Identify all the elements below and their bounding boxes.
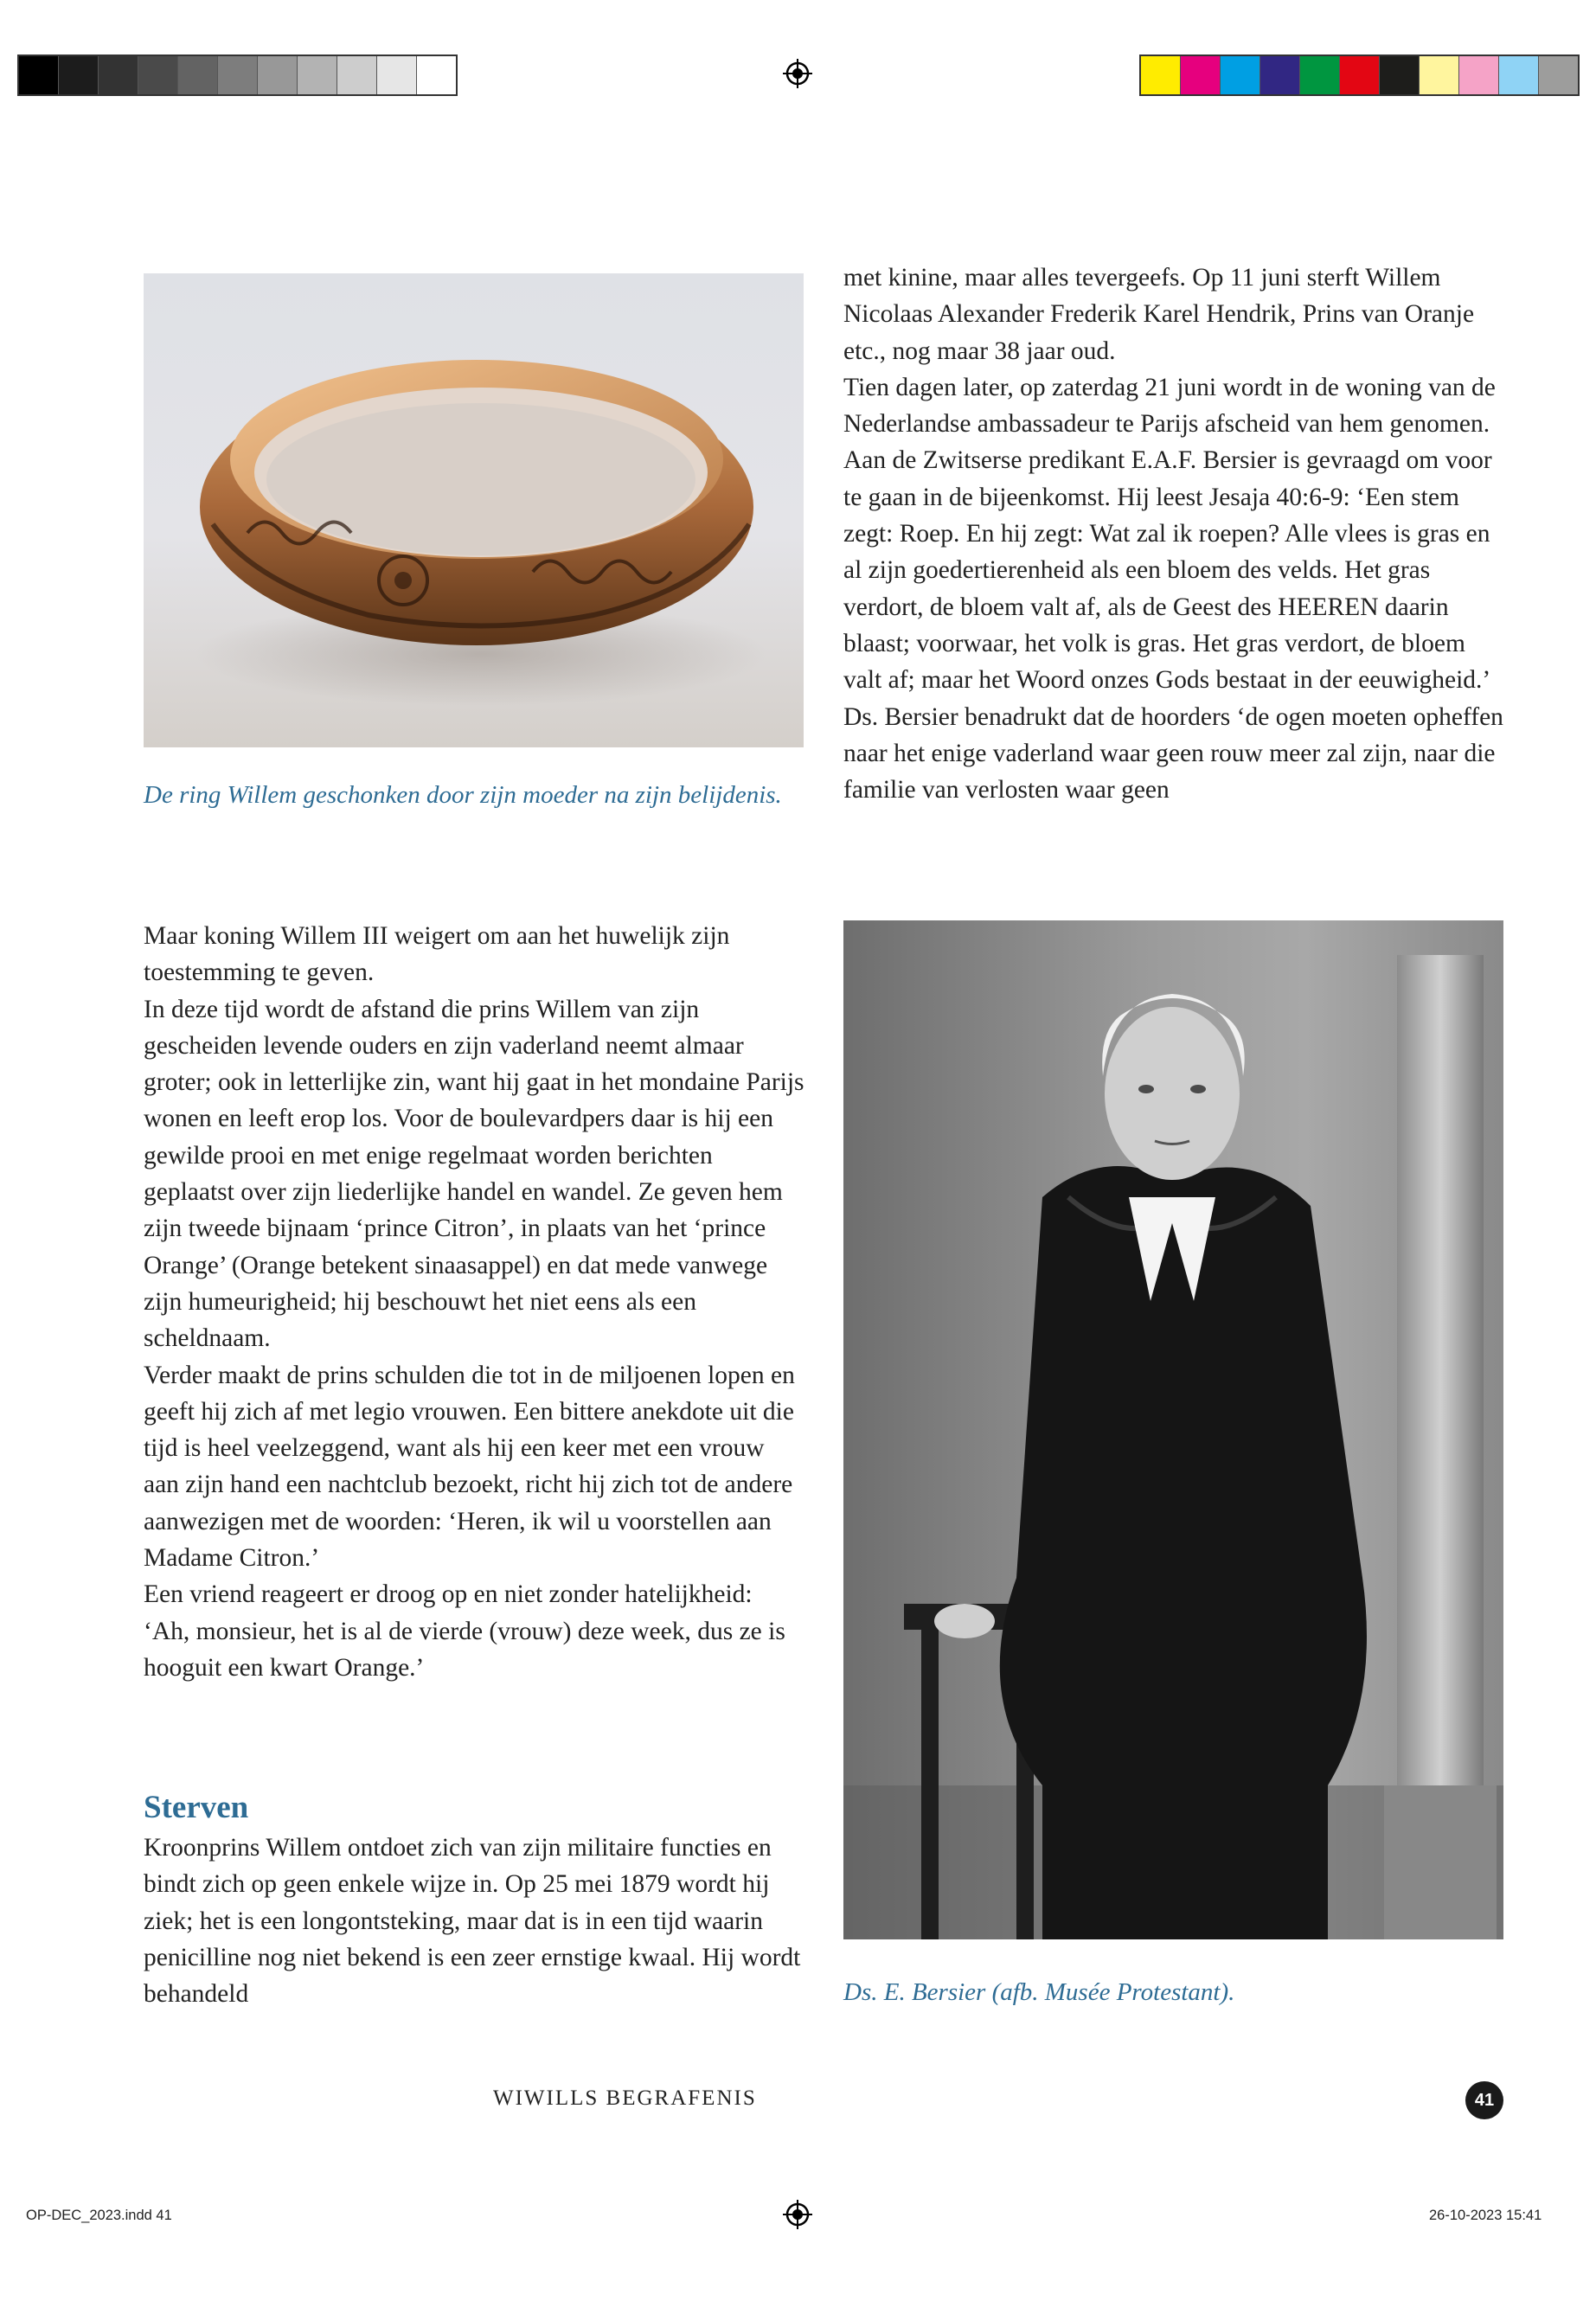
paragraph: Maar koning Willem III weigert om aan het huwelijk zijn toestemming te geven.: [144, 922, 730, 987]
slug-file: OP-DEC_2023.indd 41: [26, 2208, 172, 2223]
grey-swatch: [377, 56, 417, 94]
paragraph: Ds. Bersier benadrukt dat de hoorders ‘de ogen moeten opheffen naar het enige vaderland waar geen rouw meer zal zijn, naar die familie van verlosten waar geen: [843, 702, 1503, 804]
portrait-illustration: [843, 920, 1503, 1939]
ring-illustration: [144, 273, 804, 747]
paragraph: Verder maakt de prins schulden die tot in de miljoenen lopen en geeft hij zich af met legio vrouwen. Een bittere anekdote uit die tijd is heel veelzeggend, want als hij een keer met een vrouw aan zijn hand een nachtclub bezoekt, richt hij zich tot de andere aanwezigen met de woorden: ‘Heren, ik wil u voorstellen aan Madame Citron.’: [144, 1361, 795, 1573]
sterven-text: [144, 1830, 804, 2012]
color-swatch: [1459, 56, 1499, 94]
left-column-text: [144, 918, 804, 1686]
page-number-badge: 41: [1465, 2081, 1503, 2119]
ring-caption: De ring Willem geschonken door zijn moeder na zijn belijdenis.: [144, 781, 782, 809]
grey-swatch: [99, 56, 138, 94]
ring-photo: [144, 273, 804, 747]
section-heading-sterven: Sterven: [144, 1790, 249, 1825]
registration-mark-top: [783, 59, 812, 88]
registration-mark-bottom: [783, 2200, 812, 2229]
paragraph: Tien dagen later, op zaterdag 21 juni wordt in de woning van de Nederlandse ambassadeur te Parijs afscheid van hem genomen. Aan de Zwitserse predikant E.A.F. Bersier is gevraagd om voor te gaan in de bijeenkomst. Hij leest Jesaja 40:6-9: ‘Een stem zegt: Roep. En hij zegt: Wat zal ik roepen? Alle vlees is gras en al zijn goedertierenheid als een bloem des velds. Het gras verdort, de bloem valt af, als de Geest des HEEREN daarin blaast; voorwaar, het volk is gras. Het gras verdort, de bloem valt af; maar het Woord onzes Gods bestaat in der eeuwigheid.’: [843, 373, 1496, 695]
grey-swatch: [298, 56, 337, 94]
grey-swatch: [138, 56, 178, 94]
grey-swatch: [258, 56, 298, 94]
color-swatch: [1539, 56, 1578, 94]
paragraph: met kinine, maar alles tevergeefs. Op 11 juni sterft Willem Nicolaas Alexander Frederik Karel Hendrik, Prins van Oranje etc., nog maar 38 jaar oud.: [843, 264, 1475, 365]
bersier-portrait-photo: [843, 920, 1503, 1939]
color-calibration-bar: [1139, 54, 1580, 96]
color-swatch: [1340, 56, 1380, 94]
paragraph: In deze tijd wordt de afstand die prins Willem van zijn gescheiden levende ouders en zijn vaderland neemt almaar groter; ook in letterlijke zin, want hij gaat in het mondaine Parijs wonen en leeft erop los. Voor de boulevardpers daar is hij een gewilde prooi en met enige regelmaat worden berichten geplaatst over zijn liederlijke handel en wandel. Ze geven hem zijn tweede bijnaam ‘prince Citron’, in plaats van het ‘prince Orange’ (Orange betekent sinaasappel) en dat mede vanwege zijn humeurigheid; hij beschouwt het niet eens als een scheldnaam.: [144, 995, 804, 1353]
paragraph: Kroonprins Willem ontdoet zich van zijn militaire functies en bindt zich op geen enkele wijze in. Op 25 mei 1879 wordt hij ziek; het is een longontsteking, maar dat is in een tijd waarin penicilline nog niet bekend is een zeer ernstige kwaal. Hij wordt behandeld: [144, 1834, 801, 2009]
right-column-text: [843, 260, 1504, 808]
color-swatch: [1141, 56, 1181, 94]
color-swatch: [1221, 56, 1260, 94]
color-swatch: [1380, 56, 1420, 94]
grey-swatch: [218, 56, 258, 94]
bersier-caption: Ds. E. Bersier (afb. Musée Protestant).: [843, 1978, 1235, 2006]
color-swatch: [1260, 56, 1300, 94]
color-swatch: [1499, 56, 1539, 94]
grey-swatch: [337, 56, 377, 94]
running-title: WIWILLS BEGRAFENIS: [493, 2086, 757, 2110]
color-swatch: [1420, 56, 1459, 94]
grey-swatch: [19, 56, 59, 94]
color-swatch: [1300, 56, 1340, 94]
color-swatch: [1181, 56, 1221, 94]
slug-datetime: 26-10-2023 15:41: [1429, 2208, 1542, 2223]
grey-swatch: [59, 56, 99, 94]
grey-calibration-bar: [17, 54, 458, 96]
paragraph: Een vriend reageert er droog op en niet zonder hatelijkheid: ‘Ah, monsieur, het is al de vierde (vrouw) deze week, dus ze is hooguit een kwart Orange.’: [144, 1580, 785, 1682]
grey-swatch: [417, 56, 456, 94]
grey-swatch: [178, 56, 218, 94]
